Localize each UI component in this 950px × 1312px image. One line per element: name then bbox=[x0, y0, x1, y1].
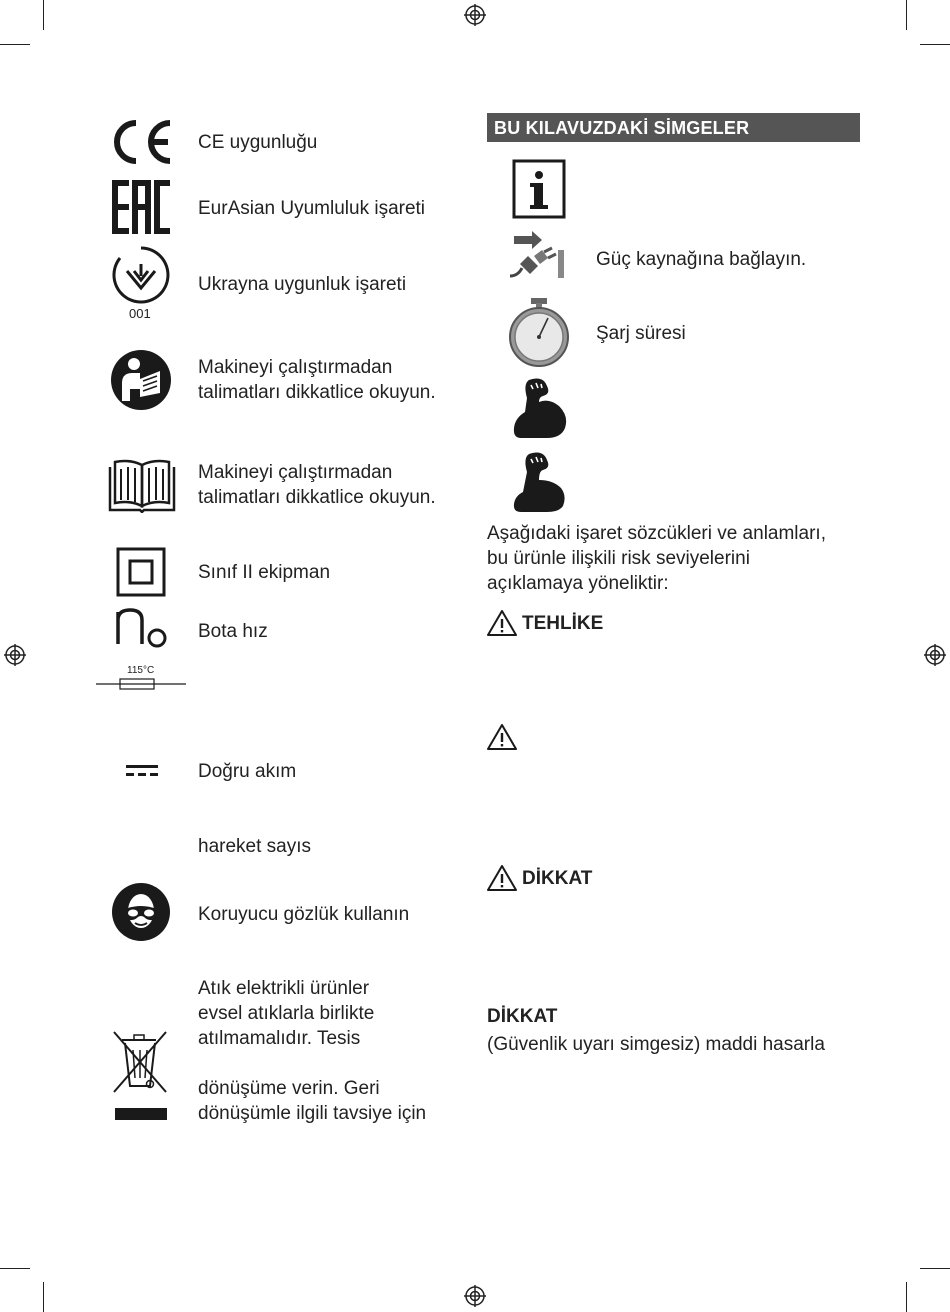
weee-text: Atık elektrikli ürünler evsel atıklarla birlikte atılmamalıdır. Tesis dönüşüme verin. Geri dönüşümle ilgili tavsiye için bbox=[198, 978, 427, 1124]
read-manual-icon bbox=[110, 349, 172, 411]
eac-mark-icon bbox=[110, 178, 172, 236]
stopwatch-text: Şarj süresi bbox=[596, 323, 686, 344]
class-ii-icon bbox=[116, 547, 166, 597]
signal-words-intro: Aşağıdaki işaret sözcükleri ve anlamları, bu ürünle ilişkili risk seviyelerini açıklamaya yöneliktir: bbox=[487, 523, 826, 594]
open-book-text: Makineyi çalıştırmadan talimatları dikkatlice okuyun. bbox=[198, 462, 436, 508]
warning-triangle-icon bbox=[486, 723, 518, 751]
notice-label: DİKKAT bbox=[487, 1006, 558, 1027]
no-load-speed-icon bbox=[114, 602, 170, 650]
caution-label: DİKKAT bbox=[522, 868, 593, 889]
registration-mark-icon bbox=[4, 644, 26, 666]
weee-bin-icon bbox=[108, 1026, 174, 1122]
direct-current-text: Doğru akım bbox=[198, 761, 297, 782]
crop-mark bbox=[920, 1268, 950, 1269]
plug-connect-text: Güç kaynağına bağlayın. bbox=[596, 249, 807, 270]
warning-triangle-icon bbox=[486, 609, 518, 637]
direct-current-icon bbox=[126, 764, 158, 778]
strong-arm-icon bbox=[509, 376, 569, 440]
class-ii-text: Sınıf II ekipman bbox=[198, 562, 331, 583]
ce-mark-icon bbox=[108, 117, 174, 167]
registration-mark-icon bbox=[924, 644, 946, 666]
ukrsepro-code: 001 bbox=[129, 306, 151, 321]
crop-mark bbox=[43, 1282, 44, 1312]
safety-goggles-icon bbox=[111, 882, 171, 942]
crop-mark bbox=[43, 0, 44, 30]
crop-mark bbox=[906, 0, 907, 30]
thermal-fuse-icon bbox=[96, 677, 186, 691]
stroke-rate-text: hareket sayıs bbox=[198, 836, 311, 857]
safety-goggles-text: Koruyucu gözlük kullanın bbox=[198, 904, 410, 925]
plug-connect-icon bbox=[508, 228, 566, 284]
warning-triangle-icon bbox=[486, 864, 518, 892]
registration-mark-icon bbox=[464, 4, 486, 26]
notice-text: (Güvenlik uyarı simgesiz) maddi hasarla bbox=[487, 1034, 825, 1055]
crop-mark bbox=[0, 1268, 30, 1269]
crop-mark bbox=[920, 44, 950, 45]
no-load-speed-text: Bota hız bbox=[198, 621, 268, 642]
info-icon bbox=[512, 159, 566, 219]
danger-label: TEHLİKE bbox=[522, 613, 604, 634]
crop-mark bbox=[0, 44, 30, 45]
arm-icon bbox=[509, 450, 569, 514]
ukrsepro-text: Ukrayna uygunluk işareti bbox=[198, 274, 407, 295]
eac-text: EurAsian Uyumluluk işareti bbox=[198, 198, 426, 219]
section-title: BU KILAVUZDAKİ SİMGELER bbox=[487, 113, 860, 142]
thermal-fuse-label: 115°C bbox=[127, 665, 155, 676]
open-book-icon bbox=[108, 457, 176, 513]
registration-mark-icon bbox=[464, 1285, 486, 1307]
crop-mark bbox=[906, 1282, 907, 1312]
ce-text: CE uygunluğu bbox=[198, 132, 318, 153]
read-manual-text: Makineyi çalıştırmadan talimatları dikkatlice okuyun. bbox=[198, 357, 436, 403]
ukrsepro-mark-icon bbox=[112, 246, 170, 304]
stopwatch-icon bbox=[508, 296, 570, 368]
